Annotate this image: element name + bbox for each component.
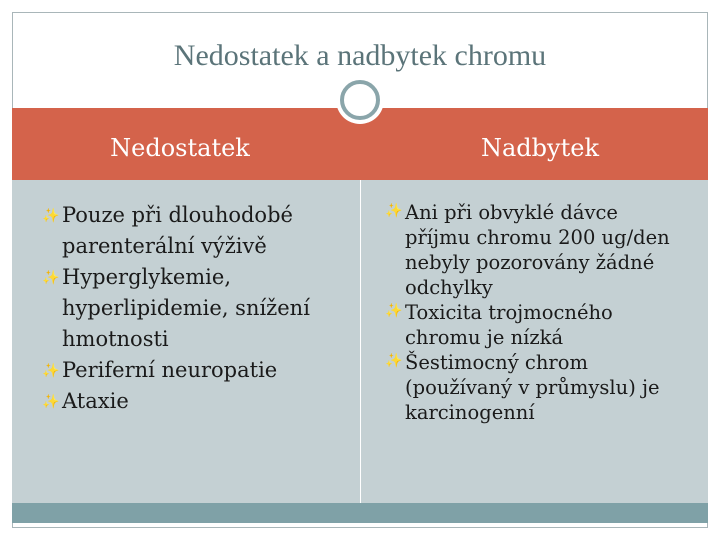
column-heading-nadbytek: Nadbytek	[481, 134, 599, 162]
bullet-icon: ✨	[385, 203, 403, 219]
footer-band	[12, 503, 708, 523]
column-divider	[360, 180, 361, 503]
column-heading-nedostatek: Nedostatek	[110, 134, 250, 162]
bullet-icon: ✨	[42, 208, 60, 224]
bullet-icon: ✨	[42, 394, 60, 410]
list-item: ✨ Pouze při dlouhodobé parenterální výživě	[42, 203, 293, 258]
bullet-icon: ✨	[385, 303, 403, 319]
list-item: ✨ Periferní neuropatie	[42, 355, 342, 386]
left-bullet-list	[42, 200, 342, 417]
ring-ornament-icon	[340, 80, 380, 120]
left-column	[42, 200, 342, 417]
bullet-icon: ✨	[42, 270, 60, 286]
bullet-icon: ✨	[42, 363, 60, 379]
list-item: ✨ Šestimocný chrom (používaný v průmyslu) je karcinogenní	[385, 351, 660, 424]
list-item: ✨ Ataxie	[42, 386, 342, 417]
right-bullet-list	[385, 200, 685, 425]
slide-title: Nedostatek a nadbytek chromu	[173, 39, 547, 72]
list-item: ✨ Toxicita trojmocného chromu je nízká	[385, 301, 613, 349]
list-item: ✨ Hyperglykemie, hyperlipidemie, snížení hmotnosti	[42, 265, 310, 351]
list-item: ✨ Ani při obvyklé dávce příjmu chromu 200 ug/den nebyly pozorovány žádné odchylky	[385, 201, 670, 299]
right-column	[385, 200, 685, 425]
bullet-icon: ✨	[385, 353, 403, 369]
